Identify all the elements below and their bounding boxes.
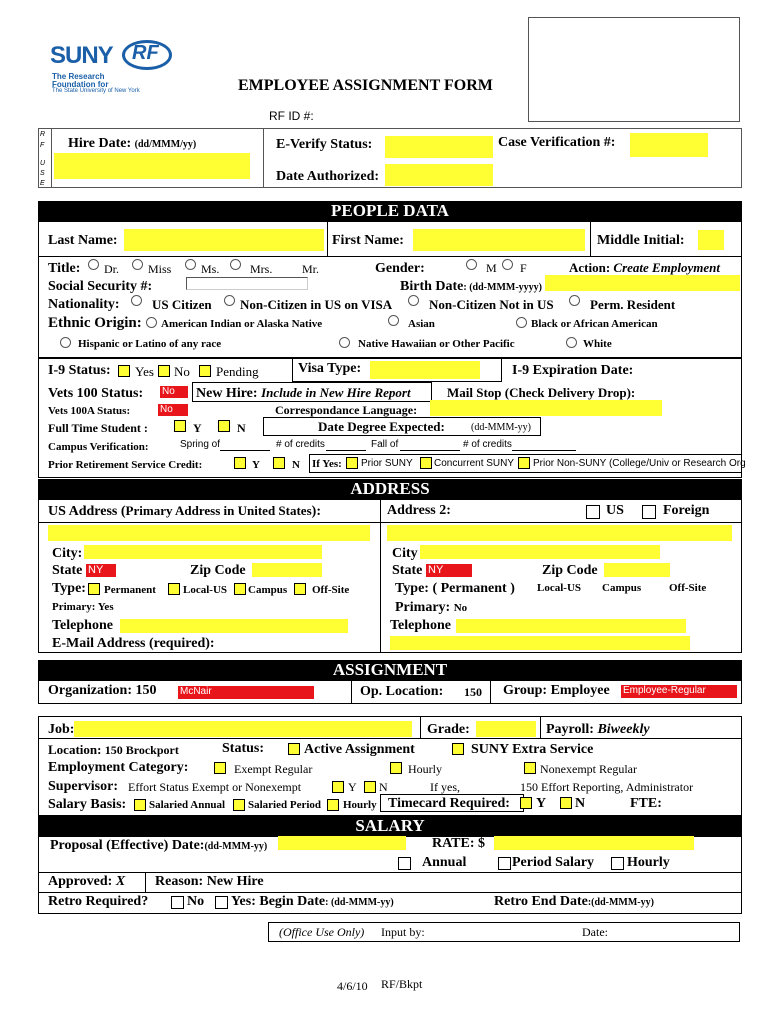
primary-label: Primary: Yes — [52, 601, 114, 613]
i9-pending: Pending — [216, 364, 259, 379]
form-title: EMPLOYEE ASSIGNMENT FORM — [238, 77, 493, 94]
period-salary-label: Period Salary — [512, 855, 595, 870]
telephone-field[interactable] — [120, 619, 348, 633]
nat-not-in-us: Non-Citizen Not in US — [429, 297, 554, 312]
spring-of-line — [220, 450, 270, 451]
city2-field[interactable] — [420, 545, 660, 559]
prior-ret-label: Prior Retirement Service Credit: — [48, 459, 203, 471]
office-date-label: Date: — [582, 925, 608, 939]
credits1-line — [326, 450, 366, 451]
gender-m-radio[interactable] — [466, 259, 477, 270]
type-permanent: Permanent — [104, 584, 156, 596]
retro-no: No — [187, 894, 205, 909]
everify-label: E-Verify Status: — [276, 137, 373, 152]
gender-f: F — [520, 261, 527, 275]
state-select[interactable]: NY — [86, 564, 116, 577]
i9-yes: Yes — [135, 364, 154, 379]
campus-verif-label: Campus Verification: — [48, 441, 149, 453]
suny-extra: SUNY Extra Service — [471, 742, 594, 757]
type-label: Type: — [52, 581, 86, 596]
title-mr: Mr. — [302, 262, 320, 276]
status-label: Status: — [222, 741, 265, 756]
office-use-only: (Office Use Only) — [279, 925, 365, 939]
date-degree-fmt: (dd-MMM-yy) — [471, 422, 531, 433]
ethnic-black-radio[interactable] — [516, 317, 527, 328]
logo-line3: The State University of New York — [52, 88, 140, 94]
zip-field[interactable] — [252, 563, 322, 577]
address2-foreign: Foreign — [663, 503, 710, 518]
job-row-line — [38, 738, 742, 739]
job-field[interactable] — [74, 721, 412, 737]
title-label: Title: — [48, 261, 81, 276]
nonexempt-reg: Nonexempt Regular — [540, 762, 637, 776]
nat-perm-radio[interactable] — [569, 295, 580, 306]
full-time-n: N — [237, 421, 246, 435]
credits2-line — [512, 450, 576, 451]
i9-pending-checkbox[interactable] — [199, 365, 211, 377]
rf-use-letter-r: R — [40, 131, 46, 138]
type-campus: Campus — [248, 584, 288, 596]
type-local-checkbox[interactable] — [168, 583, 180, 595]
birth-date-field[interactable] — [545, 275, 740, 291]
sup-n-checkbox[interactable] — [364, 781, 376, 793]
concurrent-suny: Concurrent SUNY — [434, 458, 515, 469]
rf-use-letter-s: S — [40, 170, 45, 177]
job-divider2 — [540, 716, 541, 738]
suny-rf-logo — [50, 40, 220, 100]
sal-period-checkbox[interactable] — [233, 799, 245, 811]
vets100-select[interactable]: No — [160, 386, 188, 398]
state2-label: State — [392, 563, 423, 578]
nonexempt-checkbox[interactable] — [524, 762, 536, 774]
type2-label: Type: ( Permanent ) — [395, 581, 515, 596]
salary-row-line — [38, 872, 742, 873]
ethnic-asian-radio[interactable] — [388, 315, 399, 326]
city-field[interactable] — [84, 545, 322, 559]
fte-label: FTE: — [630, 796, 662, 811]
credits1: # of credits — [276, 439, 325, 450]
people-divider-v1 — [327, 221, 328, 256]
email-label: E-Mail Address (required): — [52, 636, 215, 651]
ethnic-hawaiian-radio[interactable] — [339, 337, 350, 348]
ethnic-label: Ethnic Origin: — [48, 315, 142, 331]
credits2: # of credits — [463, 439, 512, 450]
corr-lang-field[interactable] — [430, 400, 662, 416]
type2-offsite: Off-Site — [669, 582, 707, 594]
title-miss: Miss — [148, 262, 172, 276]
vets100a-label: Vets 100A Status: — [48, 405, 131, 417]
assignment-header: ASSIGNMENT — [38, 660, 742, 680]
address2-field[interactable] — [387, 525, 732, 541]
i9-yes-checkbox[interactable] — [118, 365, 130, 377]
prior-ret-y-checkbox[interactable] — [234, 457, 246, 469]
input-by-label: Input by: — [381, 925, 425, 939]
full-time-y-checkbox[interactable] — [174, 420, 186, 432]
hourly-salary-label: Hourly — [627, 855, 670, 870]
telephone2-label: Telephone — [390, 618, 451, 633]
supervisor-label: Supervisor: — [48, 779, 118, 794]
people-data-header: PEOPLE DATA — [38, 201, 742, 221]
full-time-label: Full Time Student : — [48, 421, 148, 435]
telephone2-field[interactable] — [456, 619, 686, 633]
fall-of: Fall of — [371, 439, 399, 450]
supervisor-question: Effort Status Exempt or Nonexempt — [128, 780, 302, 794]
title-ms: Ms. — [201, 262, 220, 276]
grade-label: Grade: — [427, 722, 470, 737]
gender-f-radio[interactable] — [502, 259, 513, 270]
city-label: City: — [52, 546, 83, 561]
location-label: Location: 150 Brockport — [48, 742, 179, 757]
address2-foreign-checkbox[interactable] — [642, 505, 656, 519]
vets100a-select[interactable]: No — [158, 404, 188, 416]
hourly-cat-checkbox[interactable] — [390, 762, 402, 774]
address2-us: US — [606, 503, 624, 518]
op-location-value: 150 — [464, 685, 482, 699]
spring-of: Spring of — [180, 439, 221, 450]
ethnic-white: White — [583, 338, 612, 350]
address-divider-h — [38, 522, 742, 523]
corr-lang-label: Correspondance Language: — [275, 403, 418, 417]
city2-label: City — [392, 546, 418, 561]
salary-header: SALARY — [38, 816, 742, 836]
ethnic-black: Black or African American — [531, 318, 658, 330]
active-assignment: Active Assignment — [304, 742, 415, 757]
sup-y: Y — [348, 780, 357, 794]
sal-hourly: Hourly — [343, 799, 377, 811]
title-mrs-radio[interactable] — [230, 259, 241, 270]
rf-use-divider2 — [263, 128, 264, 188]
timecard-n-checkbox[interactable] — [560, 797, 572, 809]
vets100-label: Vets 100 Status: — [48, 386, 144, 401]
title-ms-radio[interactable] — [185, 259, 196, 270]
email-field[interactable] — [390, 636, 690, 650]
rate-field[interactable] — [494, 836, 694, 850]
ethnic-aian-radio[interactable] — [146, 317, 157, 328]
sup-y-checkbox[interactable] — [332, 781, 344, 793]
nat-notus-radio[interactable] — [408, 295, 419, 306]
timecard-y: Y — [536, 796, 547, 811]
zip2-label: Zip Code — [542, 563, 598, 578]
case-verif-field[interactable] — [630, 133, 708, 157]
retro-yes-checkbox[interactable] — [215, 896, 228, 909]
first-name-field[interactable] — [413, 229, 585, 251]
i9-exp-label: I-9 Expiration Date: — [512, 363, 634, 378]
rf-use-letter-u: U — [40, 160, 46, 167]
timecard-n: N — [575, 796, 586, 811]
org-divider — [351, 680, 352, 704]
payroll-label: Payroll: Biweekly — [546, 722, 650, 737]
hourly-salary-checkbox[interactable] — [611, 857, 624, 870]
last-name-label: Last Name: — [48, 233, 118, 248]
exempt-reg: Exempt Regular — [234, 762, 313, 776]
reason-label: Reason: New Hire — [155, 874, 264, 889]
prior-non-suny-checkbox[interactable] — [518, 457, 530, 469]
suny-extra-checkbox[interactable] — [452, 743, 464, 755]
ethnic-aian: American Indian or Alaska Native — [161, 318, 323, 330]
everify-field[interactable] — [385, 136, 493, 158]
timecard-label: Timecard Required: — [388, 796, 510, 811]
logo-line2: Foundation for — [52, 80, 109, 89]
address1-field[interactable] — [48, 525, 370, 541]
approved-divider — [145, 872, 146, 892]
op-divider — [490, 680, 491, 704]
address2-label: Address 2: — [387, 503, 451, 518]
title-dr: Dr. — [104, 262, 119, 276]
sal-annual: Salaried Annual — [149, 799, 226, 811]
active-checkbox[interactable] — [288, 743, 300, 755]
approved-row-line — [38, 892, 742, 893]
salary-basis-label: Salary Basis: — [48, 797, 127, 812]
sup-n: N — [379, 780, 388, 794]
nat-visa-radio[interactable] — [224, 295, 235, 306]
title-miss-radio[interactable] — [132, 259, 143, 270]
proposal-label: Proposal (Effective) Date:(dd-MMM-yy) — [50, 838, 268, 853]
ssn-label: Social Security #: — [48, 279, 153, 294]
telephone-label: Telephone — [52, 618, 113, 633]
middle-initial-field[interactable] — [698, 230, 724, 250]
retro-no-checkbox[interactable] — [171, 896, 184, 909]
fall-of-line — [400, 450, 460, 451]
ethnic-hispanic: Hispanic or Latino of any race — [78, 338, 222, 350]
ethnic-hawaiian: Native Hawaiian or Other Pacific — [358, 338, 515, 350]
ethnic-white-radio[interactable] — [566, 337, 577, 348]
nationality-label: Nationality: — [48, 297, 120, 312]
type-campus-checkbox[interactable] — [234, 583, 246, 595]
action-label: Action: Create Employment — [569, 260, 720, 275]
gender-label: Gender: — [375, 261, 425, 276]
first-name-label: First Name: — [332, 233, 404, 248]
last-name-field[interactable] — [124, 229, 324, 251]
logo-line1: The Research — [52, 72, 105, 81]
prior-non-suny: Prior Non-SUNY (College/Univ or Research Org — [533, 458, 746, 469]
rf-use-divider — [51, 128, 52, 188]
type-local: Local-US — [183, 584, 227, 596]
approved-label: Approved: X — [48, 874, 126, 889]
annual-label: Annual — [422, 855, 467, 870]
address-header: ADDRESS — [38, 479, 742, 499]
grade-field[interactable] — [476, 721, 536, 737]
retro-end-label: Retro End Date:(dd-MMM-yy) — [494, 894, 654, 909]
visa-type-label: Visa Type: — [298, 361, 362, 376]
state2-select[interactable]: NY — [426, 564, 472, 577]
prior-suny: Prior SUNY — [361, 458, 413, 469]
us-address-label: US Address (Primary Address in United States): — [48, 503, 321, 519]
sal-annual-checkbox[interactable] — [134, 799, 146, 811]
hire-date-label: Hire Date: (dd/MMM/yy) — [68, 136, 197, 151]
address2-us-checkbox[interactable] — [586, 505, 600, 519]
title-dr-radio[interactable] — [88, 259, 99, 270]
new-hire-label: New Hire: Include in New Hire Report — [196, 385, 411, 401]
prior-suny-checkbox[interactable] — [346, 457, 358, 469]
rf-use-letter-f: F — [40, 142, 45, 149]
date-authorized-label: Date Authorized: — [276, 169, 380, 184]
zip-label: Zip Code — [190, 563, 246, 578]
state-label: State — [52, 563, 83, 578]
retro-begin-label: Yes: Begin Date: (dd-MMM-yy) — [231, 894, 394, 909]
people-divider — [38, 256, 742, 257]
exempt-reg-checkbox[interactable] — [214, 762, 226, 774]
hourly-cat: Hourly — [408, 762, 442, 776]
type2-local: Local-US — [537, 582, 581, 594]
type2-campus: Campus — [602, 582, 642, 594]
type-offsite: Off-Site — [312, 584, 350, 596]
full-time-y: Y — [193, 421, 202, 435]
footer-code: RF/Bkpt — [381, 977, 423, 991]
annual-checkbox[interactable] — [398, 857, 411, 870]
rate-label: RATE: $ — [432, 836, 486, 851]
sal-hourly-checkbox[interactable] — [327, 799, 339, 811]
nat-us-citizen: US Citizen — [152, 297, 212, 312]
period-salary-checkbox[interactable] — [498, 857, 511, 870]
nat-perm-resident: Perm. Resident — [590, 297, 676, 312]
visa-type-field[interactable] — [370, 361, 480, 379]
sup-note: 150 Effort Reporting, Administrator — [520, 780, 694, 794]
rf-id-box — [528, 17, 740, 122]
ethnic-hispanic-radio[interactable] — [60, 337, 71, 348]
emp-cat-label: Employment Category: — [48, 760, 189, 775]
retro-required-label: Retro Required? — [48, 894, 149, 909]
type-permanent-checkbox[interactable] — [88, 583, 100, 595]
organization-select[interactable]: McNair — [178, 686, 314, 699]
group-select[interactable]: Employee-Regular — [621, 685, 737, 698]
concurrent-suny-checkbox[interactable] — [420, 457, 432, 469]
logo-suny-text: SUNY — [50, 42, 113, 69]
job-divider1 — [420, 716, 421, 738]
nat-us-radio[interactable] — [131, 295, 142, 306]
middle-initial-label: Middle Initial: — [597, 233, 685, 248]
date-authorized-field[interactable] — [385, 164, 493, 186]
op-location-label: Op. Location: — [360, 684, 444, 699]
date-degree-label: Date Degree Expected: — [318, 419, 445, 434]
birth-date-label: Birth Date: (dd-MMM-yyyy) — [400, 279, 542, 294]
sup-if-yes: If yes, — [430, 780, 460, 794]
group-label: Group: Employee — [503, 683, 610, 698]
people-divider-v2 — [590, 221, 591, 256]
primary2-label: Primary: No — [395, 600, 468, 615]
job-label: Job: — [48, 722, 75, 737]
rf-use-letter-e: E — [40, 180, 45, 187]
i9-no: No — [174, 364, 190, 379]
footer-date: 4/6/10 — [337, 979, 368, 993]
ssn-field[interactable] — [186, 277, 308, 290]
title-mrs: Mrs. — [250, 262, 273, 276]
sal-period: Salaried Period — [248, 799, 322, 811]
i9-no-checkbox[interactable] — [158, 365, 170, 377]
proposal-field[interactable] — [278, 836, 406, 850]
timecard-y-checkbox[interactable] — [520, 797, 532, 809]
gender-m: M — [486, 261, 497, 275]
type-offsite-checkbox[interactable] — [294, 583, 306, 595]
ethnic-asian: Asian — [408, 318, 435, 330]
zip2-field[interactable] — [604, 563, 670, 577]
logo-rf-text: RF — [132, 42, 159, 64]
case-verif-label: Case Verification #: — [498, 135, 616, 150]
if-yes-label: If Yes: — [312, 458, 342, 470]
prior-ret-n: N — [292, 459, 300, 471]
rf-id-label: RF ID #: — [269, 109, 314, 123]
hire-date-field[interactable] — [54, 153, 250, 179]
nat-visa: Non-Citizen in US on VISA — [240, 297, 393, 312]
full-time-n-checkbox[interactable] — [218, 420, 230, 432]
prior-ret-n-checkbox[interactable] — [273, 457, 285, 469]
organization-label: Organization: 150 — [48, 683, 157, 698]
i9-status-label: I-9 Status: — [48, 363, 111, 378]
prior-ret-y: Y — [252, 459, 260, 471]
timecard-box — [380, 794, 524, 812]
mail-stop-label: Mail Stop (Check Delivery Drop): — [447, 385, 636, 400]
